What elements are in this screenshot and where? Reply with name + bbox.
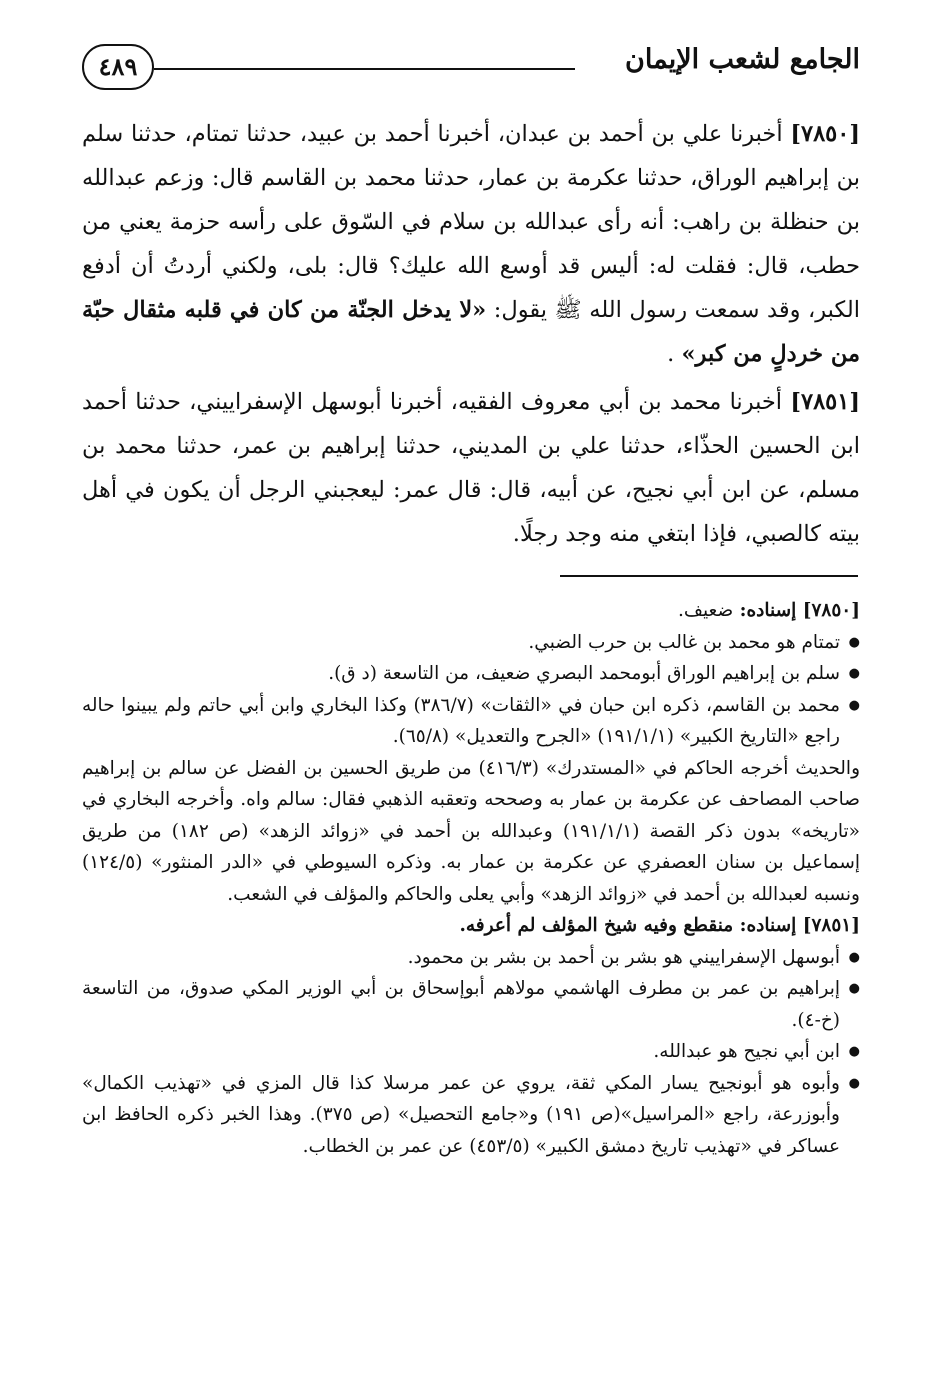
footnote-heading [82,595,860,627]
header-rule [154,68,575,70]
footnote-bullets [82,942,860,1163]
footnote-paragraph: والحديث أخرجه الحاكم في «المستدرك» (٤١٦/٣) من طريق الحسين بن الفضل عن سالم بن إبراهيم صاحب المصاحف عن عكرمة بن عمار به وصححه وتعقبه الذهبي فقال: سالم واه. وأخرجه البخاري في «تاريخه» بدون ذكر القصة (١٩١/١/١) وعبدالله بن أحمد في «زوائد الزهد» (ص ١٨٢) من طريق إسماعيل بن سنان العصفري عن عكرمة بن عمار به. وذكره السيوطي في «الدر المنثور» (١٢٤/٥) ونسبه لعبدالله بن أحمد في «زوائد الزهد» وأبي يعلى والحاكم والمؤلف في الشعب. [82,757,861,905]
footnote-bullet: ● إبراهيم بن عمر بن مطرف الهاشمي مولاهم أبوإسحاق بن أبي الوزير المكي صدوق، من التاسعة (خ-٤). [82,973,840,1036]
footnote-verdict: منقطع وفيه شيخ المؤلف لم أعرفه. [459,915,734,936]
hadith-paragraph [82,112,860,376]
hadith-text: أخبرنا محمد بن أبي معروف الفقيه، أخبرنا أبوسهل الإسفراييني، حدثنا أحمد ابن الحسين الحذّاء، حدثنا علي بن المديني، حدثنا إبراهيم بن عمر، حدثنا محمد بن مسلم، عن ابن أبي نجيح، عن أبيه، قال: قال عمر: ليعجبني الرجل أن يكون في أهل بيته كالصبي، فإذا ابتغي منه وجد رجلًا. [82,389,860,547]
hadith-quote: «لا يدخل الجنّة من كان في قلبه مثقال حبّة من خردلٍ من كبر» [82,297,860,367]
hadith-paragraph [82,380,860,556]
footnote-bullet: ● ابن أبي نجيح هو عبدالله. [82,1036,840,1068]
footnote-heading [82,910,860,942]
hadith-number: [٧٨٥١] [790,389,860,415]
page-header [82,34,860,94]
footnote-bullet: ● محمد بن القاسم، ذكره ابن حبان في «الثقات» (٣٨٦/٧) وكذا البخاري وابن أبي حاتم ولم يبينوا حاله راجع «التاريخ الكبير» (١٩١/١/١) «الجرح والتعديل» (٦٥/٨). [82,690,840,753]
footnote-bullet: ● وأبوه هو أبونجيح يسار المكي ثقة، يروي عن عمر مرسلا كذا قال المزي في «تهذيب الكمال» وأبوزرعة، راجع «المراسيل»(ص ١٩١) و«جامع التحصيل» (ص ٣٧٥). وهذا الخبر ذكره الحافظ ابن عساكر في «تهذيب تاريخ دمشق الكبير» (٤٥٣/٥) عن عمر بن الخطاب. [82,1068,840,1163]
footnote-bullet: ● تمتام هو محمد بن غالب بن حرب الضبي. [82,627,840,659]
footnote-bullets [82,627,860,753]
footnote-separator [560,575,858,577]
footnote-number: [٧٨٥١] [802,915,860,936]
footnote-verdict: ضعيف. [677,600,734,621]
hadith-end: . [667,341,675,367]
page-number-badge: ٤٨٩ [82,44,154,90]
footnote-number: [٧٨٥٠] [802,600,860,621]
footnotes [82,595,860,1162]
main-text [82,112,860,560]
footnote-bullet: ● سلم بن إبراهيم الوراق أبومحمد البصري ضعيف، من التاسعة (د ق). [82,658,840,690]
footnote-label: إسناده: [739,915,797,936]
footnote-bullet: ● أبوسهل الإسفراييني هو بشر بن أحمد بن بشر بن محمود. [82,942,840,974]
hadith-text: أخبرنا علي بن أحمد بن عبدان، أخبرنا أحمد بن عبيد، حدثنا تمتام، حدثنا سلم بن إبراهيم الوراق، حدثنا عكرمة بن عمار، حدثنا محمد بن القاسم قال: وزعم عبدالله بن حنظلة بن راهب: أنه رأى عبدالله بن سلام في السّوق على رأسه حزمة يعني من حطب، قال: فقلت له: أليس قد أوسع الله عليك؟ قال: بلى، ولكني أردتُ أن أدفع الكبر، وقد سمعت رسول الله ﷺ يقول: [82,121,860,323]
running-title: الجامع لشعب الإيمان [625,44,860,75]
hadith-number: [٧٨٥٠] [790,121,861,147]
footnote-label: إسناده: [739,600,797,621]
